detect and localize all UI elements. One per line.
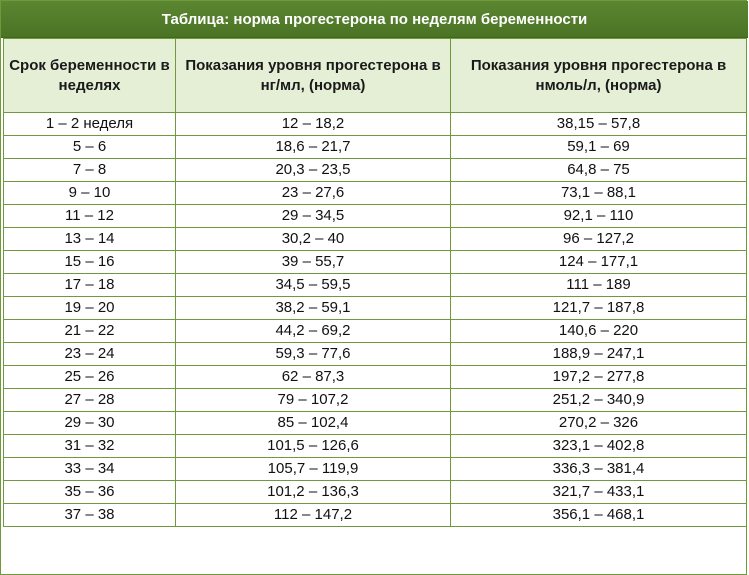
cell-weeks: 13 – 14 <box>4 228 176 251</box>
table-title: Таблица: норма прогестерона по неделям беременности <box>1 1 748 38</box>
header-row <box>4 39 747 113</box>
cell-weeks: 1 – 2 неделя <box>4 113 176 136</box>
table-row <box>4 297 747 320</box>
cell-weeks: 21 – 22 <box>4 320 176 343</box>
cell-weeks: 5 – 6 <box>4 136 176 159</box>
cell-ng-ml: 105,7 – 119,9 <box>176 458 451 481</box>
cell-nmol-l: 96 – 127,2 <box>451 228 747 251</box>
cell-ng-ml: 59,3 – 77,6 <box>176 343 451 366</box>
cell-nmol-l: 270,2 – 326 <box>451 412 747 435</box>
table-row <box>4 320 747 343</box>
cell-ng-ml: 79 – 107,2 <box>176 389 451 412</box>
cell-weeks: 19 – 20 <box>4 297 176 320</box>
cell-ng-ml: 101,2 – 136,3 <box>176 481 451 504</box>
table-row <box>4 182 747 205</box>
cell-nmol-l: 124 – 177,1 <box>451 251 747 274</box>
cell-weeks: 7 – 8 <box>4 159 176 182</box>
table-row <box>4 205 747 228</box>
cell-weeks: 27 – 28 <box>4 389 176 412</box>
table-row <box>4 274 747 297</box>
cell-nmol-l: 356,1 – 468,1 <box>451 504 747 527</box>
cell-ng-ml: 112 – 147,2 <box>176 504 451 527</box>
table-row <box>4 113 747 136</box>
cell-ng-ml: 62 – 87,3 <box>176 366 451 389</box>
cell-ng-ml: 12 – 18,2 <box>176 113 451 136</box>
cell-nmol-l: 121,7 – 187,8 <box>451 297 747 320</box>
cell-nmol-l: 188,9 – 247,1 <box>451 343 747 366</box>
cell-ng-ml: 85 – 102,4 <box>176 412 451 435</box>
cell-ng-ml: 18,6 – 21,7 <box>176 136 451 159</box>
table-row <box>4 228 747 251</box>
cell-ng-ml: 23 – 27,6 <box>176 182 451 205</box>
table-row <box>4 366 747 389</box>
cell-ng-ml: 101,5 – 126,6 <box>176 435 451 458</box>
cell-nmol-l: 336,3 – 381,4 <box>451 458 747 481</box>
cell-nmol-l: 111 – 189 <box>451 274 747 297</box>
table-row <box>4 412 747 435</box>
table-row <box>4 504 747 527</box>
cell-nmol-l: 251,2 – 340,9 <box>451 389 747 412</box>
table-row <box>4 481 747 504</box>
cell-weeks: 33 – 34 <box>4 458 176 481</box>
cell-nmol-l: 64,8 – 75 <box>451 159 747 182</box>
cell-nmol-l: 73,1 – 88,1 <box>451 182 747 205</box>
cell-weeks: 9 – 10 <box>4 182 176 205</box>
cell-weeks: 29 – 30 <box>4 412 176 435</box>
cell-nmol-l: 323,1 – 402,8 <box>451 435 747 458</box>
cell-ng-ml: 44,2 – 69,2 <box>176 320 451 343</box>
table-body <box>4 113 747 527</box>
cell-nmol-l: 321,7 – 433,1 <box>451 481 747 504</box>
cell-ng-ml: 39 – 55,7 <box>176 251 451 274</box>
cell-weeks: 35 – 36 <box>4 481 176 504</box>
cell-weeks: 15 – 16 <box>4 251 176 274</box>
cell-nmol-l: 140,6 – 220 <box>451 320 747 343</box>
table-row <box>4 343 747 366</box>
cell-weeks: 37 – 38 <box>4 504 176 527</box>
cell-nmol-l: 197,2 – 277,8 <box>451 366 747 389</box>
table-row <box>4 251 747 274</box>
table-row <box>4 159 747 182</box>
cell-ng-ml: 20,3 – 23,5 <box>176 159 451 182</box>
cell-nmol-l: 59,1 – 69 <box>451 136 747 159</box>
cell-nmol-l: 92,1 – 110 <box>451 205 747 228</box>
cell-weeks: 31 – 32 <box>4 435 176 458</box>
cell-ng-ml: 29 – 34,5 <box>176 205 451 228</box>
table-row <box>4 389 747 412</box>
header-weeks: Срок беременности в неделях <box>4 39 176 113</box>
cell-nmol-l: 38,15 – 57,8 <box>451 113 747 136</box>
table-row <box>4 458 747 481</box>
cell-ng-ml: 30,2 – 40 <box>176 228 451 251</box>
cell-weeks: 25 – 26 <box>4 366 176 389</box>
table-row <box>4 435 747 458</box>
header-nmol-l: Показания уровня прогестерона в нмоль/л, (норма) <box>451 39 747 113</box>
progesterone-table <box>3 38 747 527</box>
table-row <box>4 136 747 159</box>
cell-weeks: 23 – 24 <box>4 343 176 366</box>
header-ng-ml: Показания уровня прогестерона в нг/мл, (норма) <box>176 39 451 113</box>
cell-weeks: 17 – 18 <box>4 274 176 297</box>
cell-ng-ml: 34,5 – 59,5 <box>176 274 451 297</box>
cell-ng-ml: 38,2 – 59,1 <box>176 297 451 320</box>
cell-weeks: 11 – 12 <box>4 205 176 228</box>
